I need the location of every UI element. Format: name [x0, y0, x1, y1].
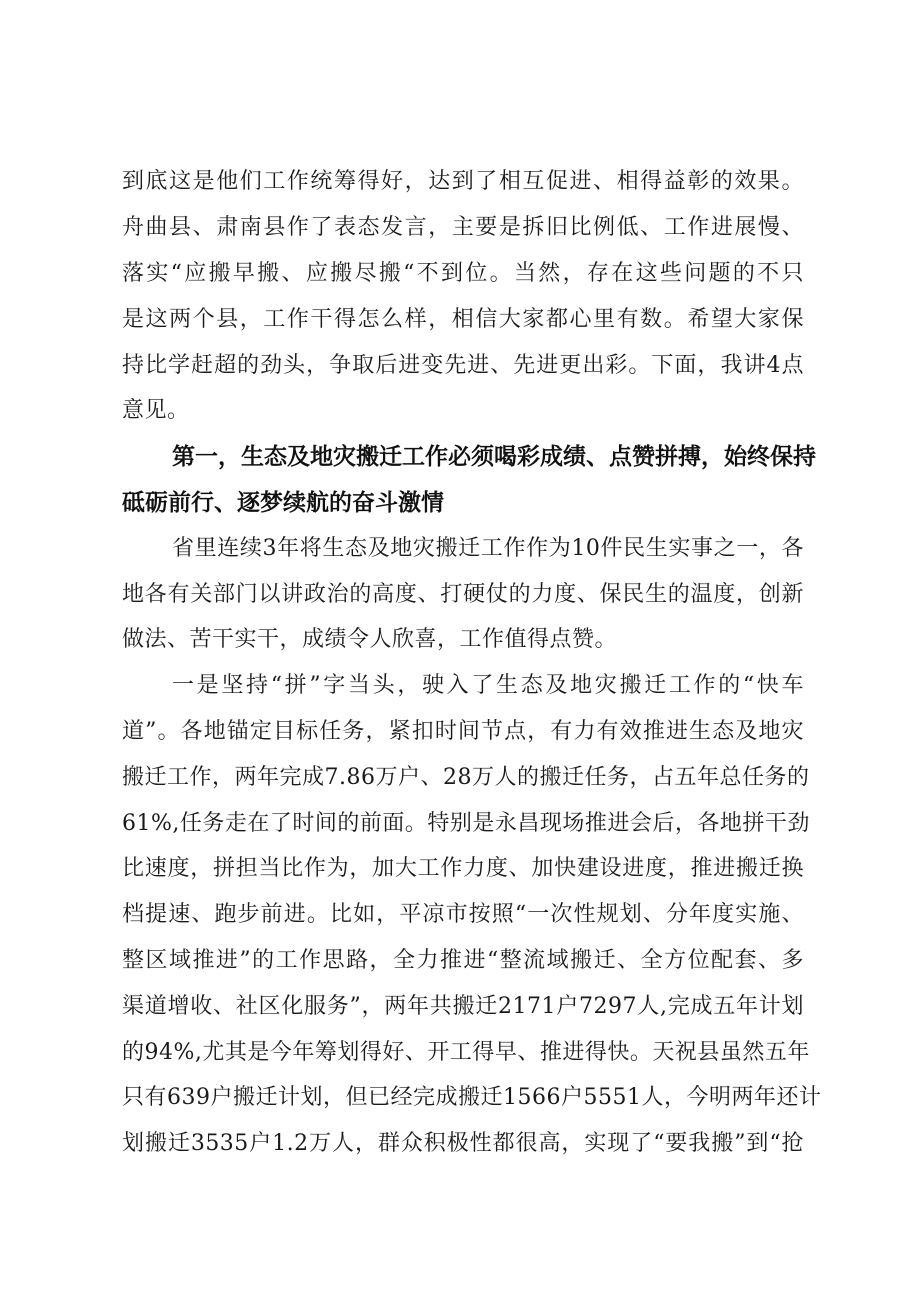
body-line: 划搬迁3535户1.2万人，群众积极性都很高，实现了“要我搬”到“抢 [122, 1131, 804, 1156]
body-line: 意见。 [122, 398, 190, 423]
body-line: 持比学赶超的劲头，争取后进变先进、先进更出彩。下面，我讲4点 [122, 353, 804, 378]
body-line: 比速度，拼担当比作为，加大工作力度、加快建设进度，推进搬迁换 [122, 856, 804, 881]
body-line: 做法、苦干实干，成绩令人欣喜，工作值得点赞。 [122, 627, 618, 652]
body-line: 落实“应搬早搬、应搬尽搬“不到位。当然，存在这些问题的不只 [122, 261, 804, 286]
body-line: 搬迁工作，两年完成7.86万户、28万人的搬迁任务，占五年总任务的 [122, 765, 810, 790]
body-line: 地各有关部门以讲政治的高度、打硬仗的力度、保民生的温度，创新 [122, 582, 804, 607]
section-heading: 第一，生态及地灾搬迁工作必须喝彩成绩、点赞拼搏，始终保持 [172, 444, 816, 470]
body-line: 一是坚持“拼”字当头，驶入了生态及地灾搬迁工作的“快车 [172, 673, 804, 698]
body-line: 舟曲县、肃南县作了表态发言，主要是拆旧比例低、工作进展慢、 [122, 215, 804, 240]
body-line: 只有639户搬迁计划，但已经完成搬迁1566户5551人，今明两年还计 [122, 1085, 822, 1110]
body-line: 是这两个县，工作干得怎么样，相信大家都心里有数。希望大家保 [122, 307, 804, 332]
body-line: 档提速、跑步前进。比如，平凉市按照“一次性规划、分年度实施、 [122, 902, 804, 927]
body-line: 61%,任务走在了时间的前面。特别是永昌现场推进会后，各地拼干劲 [122, 811, 810, 836]
body-line: 省里连续3年将生态及地灾搬迁工作作为10件民生实事之一，各 [172, 536, 804, 561]
body-line: 整区域推进”的工作思路，全力推进“整流域搬迁、全方位配套、多 [122, 948, 804, 973]
section-heading: 砥砺前行、逐梦续航的奋斗激情 [122, 490, 444, 516]
body-line: 到底这是他们工作统筹得好，达到了相互促进、相得益彰的效果。 [122, 169, 804, 194]
body-line: 的94%,尤其是今年筹划得好、开工得早、推进得快。天祝县虽然五年 [122, 1040, 810, 1065]
body-line: 渠道增收、社区化服务”，两年共搬迁2171户7297人,完成五年计划 [122, 994, 804, 1019]
body-line: 道”。各地锚定目标任务，紧扣时间节点，有力有效推进生态及地灾 [122, 719, 804, 744]
